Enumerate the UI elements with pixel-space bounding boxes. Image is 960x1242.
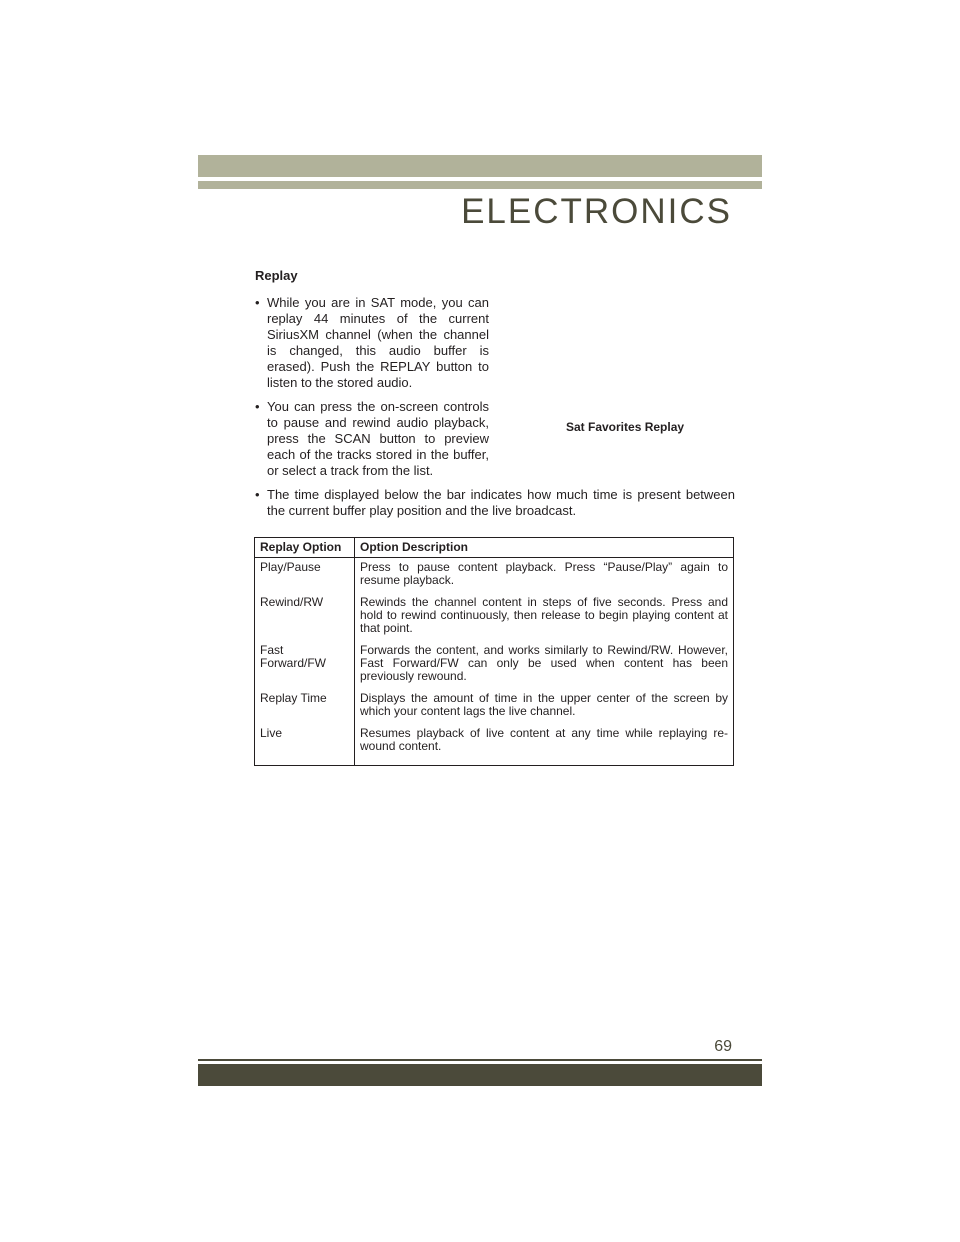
option-name: Replay Time — [255, 689, 355, 724]
footer-line — [198, 1059, 762, 1061]
column-header-description: Option Description — [355, 538, 734, 558]
bullet-item: • While you are in SAT mode, you can replay 44 minutes of the current SiriusXM channel (when the channel is changed, this audio buffer is erased). Push the REPLAY button to listen to the stored audio. — [255, 295, 489, 391]
page-number: 69 — [714, 1038, 732, 1055]
replay-options-table — [254, 537, 734, 766]
column-header-option: Replay Option — [255, 538, 355, 558]
bullet-list — [255, 295, 735, 519]
option-name: Live — [255, 724, 355, 766]
footer-band — [198, 1064, 762, 1086]
option-description: Rewinds the channel content in steps of five seconds. Press and hold to rewind continuously, then release to begin playing content at that point. — [360, 595, 728, 635]
option-description: Press to pause content playback. Press “Pause/Play” again to resume playback. — [360, 560, 728, 587]
table-row — [255, 724, 734, 766]
table-row — [255, 558, 734, 594]
table-row — [255, 689, 734, 724]
header-band-thin — [198, 181, 762, 189]
option-name: Fast Forward/FW — [255, 641, 355, 689]
header-band — [198, 155, 762, 177]
table-header-row — [255, 538, 734, 558]
option-name: Rewind/RW — [255, 593, 355, 641]
bullet-item: • The time displayed below the bar indicates how much time is present between the current buffer play position and the live broadcast. — [255, 487, 735, 519]
option-description: Resumes playback of live content at any time while replaying re-wound content. — [360, 726, 728, 753]
figure-caption: Sat Favorites Replay — [566, 420, 685, 434]
table-row — [255, 593, 734, 641]
bullet-item: • You can press the on-screen controls to pause and rewind audio playback, press the SCAN button to preview each of the tracks stored in the buffer, or select a track from the list. — [255, 399, 489, 479]
option-description: Displays the amount of time in the upper center of the screen by which your content lags the live channel. — [360, 691, 728, 718]
option-description: Forwards the content, and works similarly to Rewind/RW. However, Fast Forward/FW can only be used when content has been previously rewound. — [360, 643, 728, 683]
main-content — [255, 268, 735, 527]
replay-heading: Replay — [255, 268, 298, 283]
option-name: Play/Pause — [255, 558, 355, 594]
section-title: ELECTRONICS — [461, 192, 732, 231]
table-row — [255, 641, 734, 689]
